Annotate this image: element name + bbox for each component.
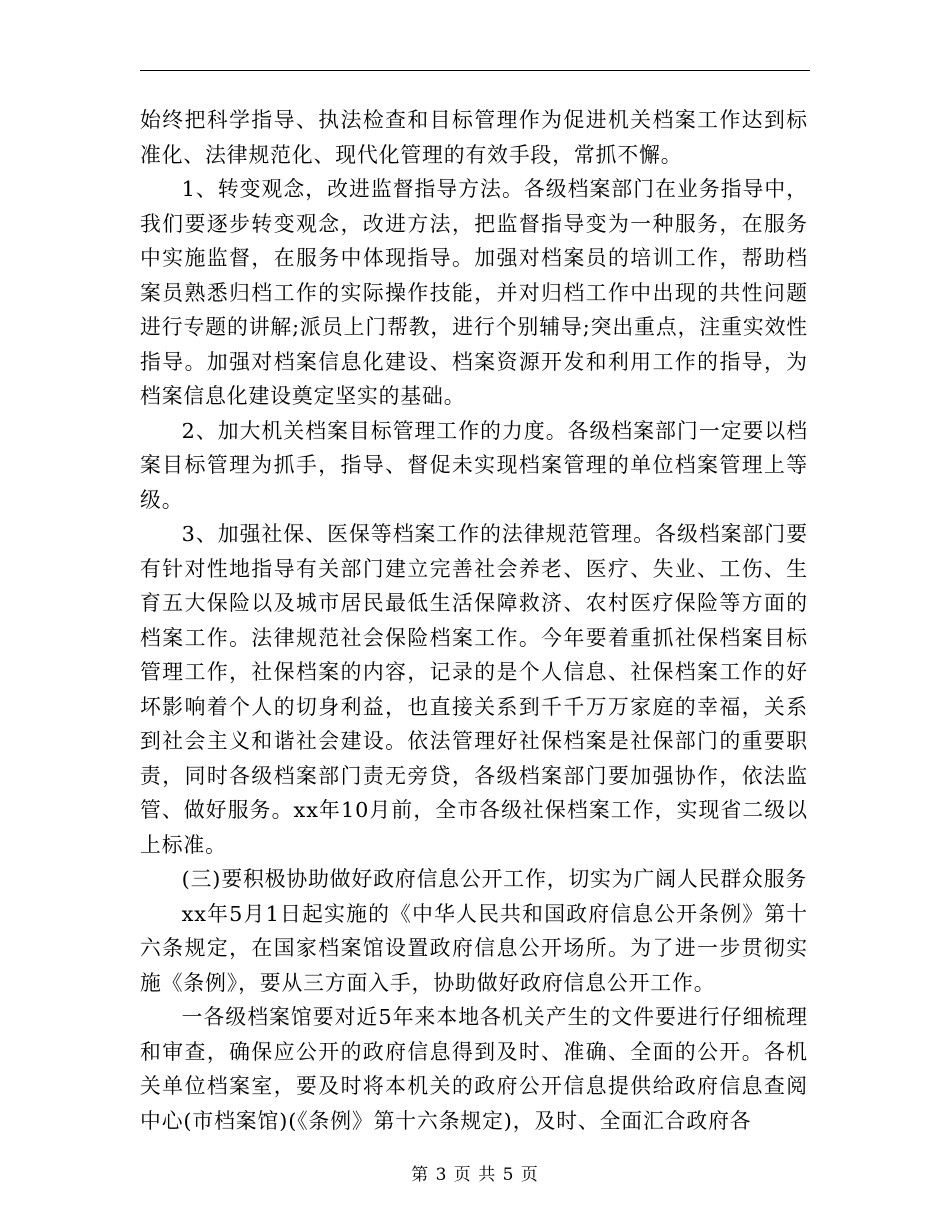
paragraph-1: 始终把科学指导、执法检查和目标管理作为促进机关档案工作达到标准化、法律规范化、现代化管理的有效手段，常抓不懈。 — [140, 108, 808, 167]
paragraph-6: xx年5月1日起实施的《中华人民共和国政府信息公开条例》第十六条规定，在国家档案馆设置政府信息公开场所。为了进一步贯彻实施《条例》，要从三方面入手，协助做好政府信息公开工作。 — [140, 901, 808, 995]
document-body — [140, 103, 808, 1138]
paragraph-5: (三)要积极协助做好政府信息公开工作，切实为广阔人民群众服务 — [181, 867, 808, 891]
header-rule — [140, 70, 810, 71]
paragraph-3: 2、加大机关档案目标管理工作的力度。各级档案部门一定要以档案目标管理为抓手，指导、督促未实现档案管理的单位档案管理上等级。 — [140, 418, 808, 512]
paragraph-4: 3、加强社保、医保等档案工作的法律规范管理。各级档案部门要有针对性地指导有关部门建立完善社会养老、医疗、失业、工伤、生育五大保险以及城市居民最低生活保障救济、农村医疗保险等方面的档案工作。法律规范社会保险档案工作。今年要着重抓社保档案目标管理工作，社保档案的内容，记录的是个人信息、社保档案工作的好坏影响着个人的切身利益，也直接关系到千千万万家庭的幸福，关系到社会主义和谐社会建设。依法管理好社保档案是社保部门的重要职责，同时各级档案部门责无旁贷，各级档案部门要加强协作，依法监管、做好服务。xx年10月前，全市各级社保档案工作，实现省二级以上标准。 — [140, 522, 808, 857]
page-number: 第 3 页 共 5 页 — [411, 1165, 539, 1185]
paragraph-2: 1、转变观念，改进监督指导方法。各级档案部门在业务指导中，我们要逐步转变观念，改进方法，把监督指导变为一种服务，在服务中实施监督，在服务中体现指导。加强对档案员的培训工作，帮助档案员熟悉归档工作的实际操作技能，并对归档工作中出现的共性问题进行专题的讲解;派员上门帮教，进行个别辅导;突出重点，注重实效性指导。加强对档案信息化建设、档案资源开发和利用工作的指导，为档案信息化建设奠定坚实的基础。 — [140, 177, 808, 408]
page-footer — [0, 1160, 950, 1185]
paragraph-7: 一各级档案馆要对近5年来本地各机关产生的文件要进行仔细梳理和审查，确保应公开的政府信息得到及时、准确、全面的公开。各机关单位档案室，要及时将本机关的政府公开信息提供给政府信息查阅中心(市档案馆)(《条例》第十六条规定)，及时、全面汇合政府各 — [140, 1005, 808, 1133]
